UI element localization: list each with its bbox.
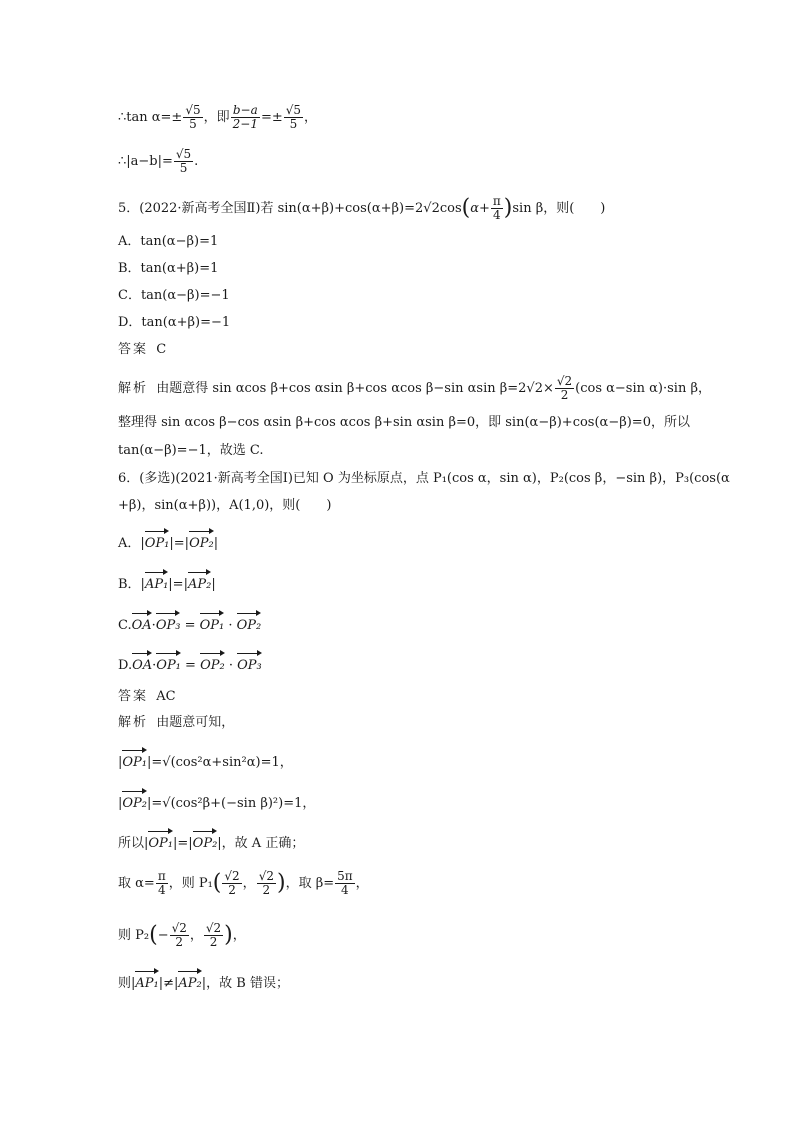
question-6-stem-1: 6．(多选)(2021·新高考全国Ⅰ)已知 O 为坐标原点，点 P₁(cos α，sin α)，P₂(cos β，−sin β)，P₃(cos(α — [118, 471, 730, 486]
fraction: $\frac{√2}{2}$ — [205, 921, 222, 950]
q6-step-5: 则 P₂(− $\frac{√2}{2}$ ， $\frac{√2}{2}$ )， — [118, 921, 246, 950]
vector: OP₁ — [200, 612, 225, 636]
solution-line-tan: ∴tan α=± $\frac{√5}{5}$ ，即 $\frac{b-a}{2-1}$ =± $\frac{√5}{5}$ ， — [118, 103, 318, 132]
q6-option-c: C.OA·OP₃ = OP₁ · OP₂ — [118, 612, 694, 636]
fraction: $\frac{√2}{2}$ — [224, 869, 240, 898]
fraction: $\frac{\pi}{4}$ — [492, 194, 501, 223]
analysis-label: 解析 — [118, 715, 149, 730]
q6-step-1: |OP₁|=√(cos²α+sin²α)=1， — [118, 749, 694, 773]
fraction: $\frac{5\pi}{4}$ — [337, 869, 353, 898]
q6-answer-line — [118, 687, 694, 707]
analysis-line-2: 整理得 sin αcos β−cos αsin β+cos αcos β+sin αsin β=0，即 sin(α−β)+cos(α−β)=0，所以 — [118, 415, 690, 430]
q6-option-b: B．|AP₁|=|AP₂| — [118, 571, 694, 595]
option-c: C．tan(α−β)=−1 — [118, 288, 230, 303]
vector: OP₂ — [122, 790, 147, 814]
q6-step-2: |OP₂|=√(cos²β+(−sin β)²)=1， — [118, 790, 694, 814]
vector: OP₂ — [237, 612, 262, 636]
question-6-stem-2: +β)，sin(α+β))，A(1,0)，则( ) — [118, 498, 332, 513]
vector: OA — [132, 652, 152, 676]
fraction: $\frac{√2}{2}$ — [171, 921, 187, 950]
q6-analysis-intro: 解析 由题意可知， — [118, 715, 235, 730]
vector: OP₁ — [122, 749, 147, 773]
answer-label: 答案 — [118, 689, 149, 704]
vector: AP₂ — [188, 571, 211, 595]
q6-step-4: 取 α= $\frac{\pi}{4}$ ，则 P₁( $\frac{√2}{2}$ ， $\frac{√2}{2}$ )，取 β= $\frac{5\pi}{4}$ ， — [118, 869, 369, 898]
vector: OP₂ — [200, 652, 225, 676]
vector: OP₃ — [237, 652, 262, 676]
vector: OP₁ — [148, 830, 173, 854]
analysis-line-1: 解析 由题意得 sin αcos β+cos αsin β+cos αcos β−sin αsin β=2√2× $\frac{√2}{2}$ (cos α−sin α)·sin β， — [118, 374, 711, 403]
fraction: $\frac{√5}{5}$ — [175, 147, 192, 176]
vector: OP₁ — [145, 530, 170, 554]
text: ∴tan α=± — [118, 110, 183, 126]
answer-value: C — [156, 342, 167, 357]
vector: OP₁ — [156, 652, 181, 676]
option-a: A．tan(α−β)=1 — [118, 234, 219, 249]
option-b: B．tan(α+β)=1 — [118, 261, 219, 276]
fraction: $\frac{√5}{5}$ — [185, 103, 201, 132]
fraction: $\frac{√5}{5}$ — [285, 103, 302, 132]
answer-label: 答案 — [118, 342, 149, 357]
q6-step-3: 所以|OP₁|=|OP₂|，故 A 正确； — [118, 830, 694, 854]
fraction: $\frac{\pi}{4}$ — [157, 869, 166, 898]
vector: AP₁ — [145, 571, 168, 595]
vector: AP₂ — [178, 970, 201, 994]
q6-option-d: D.OA·OP₁ = OP₂ · OP₃ — [118, 652, 694, 676]
q6-step-6: 则|AP₁|≠|AP₂|，故 B 错误； — [118, 970, 694, 994]
fraction: $\frac{b-a}{2-1}$ — [232, 103, 258, 132]
question-5-stem: 5．(2022·新高考全国Ⅱ)若 sin(α+β)+cos(α+β)=2√2cos(α+ $\frac{\pi}{4}$ )sin β，则( ) — [118, 194, 606, 223]
vector: AP₁ — [135, 970, 158, 994]
vector: OA — [132, 612, 152, 636]
fraction: $\frac{√2}{2}$ — [556, 374, 573, 403]
solution-line-abs: ∴|a−b|= $\frac{√5}{5}$ . — [118, 147, 199, 176]
option-d: D．tan(α+β)=−1 — [118, 315, 231, 330]
analysis-label: 解析 — [118, 381, 149, 397]
answer-value: AC — [156, 689, 176, 704]
vector: OP₃ — [156, 612, 181, 636]
vector: OP₂ — [193, 830, 218, 854]
q6-option-a: A．|OP₁|=|OP₂| — [118, 530, 694, 554]
fraction: $\frac{√2}{2}$ — [258, 869, 274, 898]
vector: OP₂ — [189, 530, 214, 554]
answer-line — [118, 340, 694, 360]
analysis-line-3: tan(α−β)=−1，故选 C. — [118, 443, 264, 458]
